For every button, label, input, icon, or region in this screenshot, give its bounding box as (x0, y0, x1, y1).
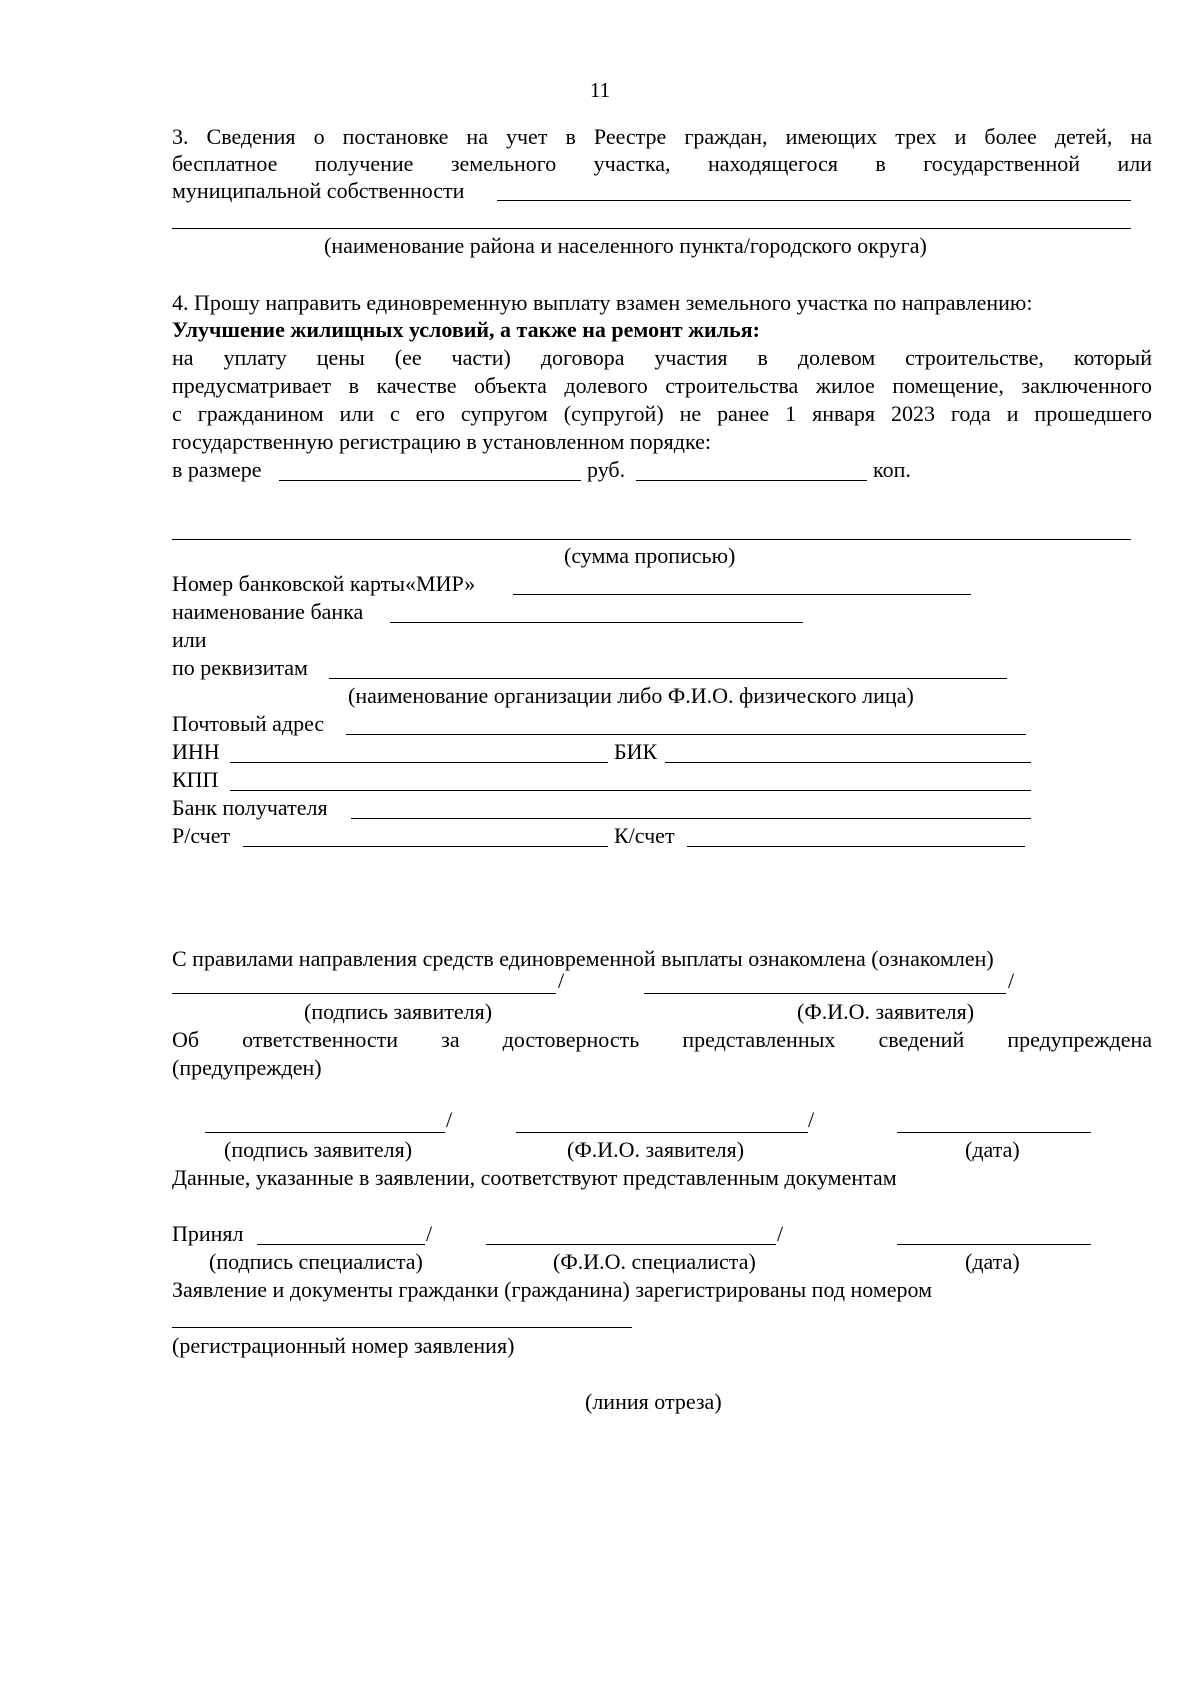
bik-field[interactable] (665, 762, 1031, 763)
applicant-signature-caption-1: (подпись заявителя) (304, 999, 493, 1024)
kpp-label: КПП (172, 767, 219, 792)
requisites-field[interactable] (329, 678, 1007, 679)
amount-in-words-field[interactable] (172, 539, 1131, 540)
section4-heading: Улучшение жилищных условий, а также на ремонт жилья: (172, 317, 760, 342)
specialist-fio-field[interactable] (486, 1244, 776, 1245)
corr-account-label: К/счет (614, 823, 675, 848)
amount-rub-field[interactable] (279, 480, 581, 481)
recipient-bank-field[interactable] (351, 818, 1031, 819)
cut-line-label: (линия отреза) (585, 1389, 722, 1414)
applicant-fio-caption-2: (Ф.И.О. заявителя) (567, 1137, 745, 1162)
amount-in-words-caption: (сумма прописью) (564, 543, 736, 568)
requisites-label: по реквизитам (172, 655, 308, 680)
bank-name-label: наименование банка (172, 599, 364, 624)
applicant-fio-caption-1: (Ф.И.О. заявителя) (797, 999, 975, 1024)
amount-label: в размере (172, 457, 262, 482)
registration-number-caption: (регистрационный номер заявления) (172, 1333, 515, 1358)
applicant-fio-field-2[interactable] (516, 1132, 808, 1133)
responsibility-line1: Об ответственности за достоверность представленных сведений предупреждена (172, 1027, 1152, 1052)
rub-label: руб. (587, 457, 626, 482)
inn-label: ИНН (172, 739, 220, 764)
section4-paragraph-line2: предусматривает в качестве объекта долевого строительства жилое помещение, заключенного (172, 373, 1152, 398)
section4-paragraph-line3: с гражданином или с его супругом (супругой) не ранее 1 января 2023 года и прошедшего (172, 401, 1152, 426)
date-field-1[interactable] (897, 1132, 1091, 1133)
section4-paragraph-line1: на уплату цены (ее части) договора участия в долевом строительстве, который (172, 345, 1152, 370)
district-locality-caption: (наименование района и населенного пункта/городского округа) (324, 233, 927, 258)
rules-acknowledgement-text: С правилами направления средств единовременной выплаты ознакомлена (ознакомлен) (172, 946, 994, 971)
data-match-text: Данные, указанные в заявлении, соответствуют представленным документам (172, 1165, 897, 1190)
applicant-signature-field-1[interactable] (172, 993, 556, 994)
corr-account-field[interactable] (687, 846, 1025, 847)
section4-line1: 4. Прошу направить единовременную выплату взамен земельного участка по направлению: (172, 290, 1033, 315)
applicant-signature-field-2[interactable] (205, 1132, 445, 1133)
specialist-signature-field[interactable] (257, 1244, 425, 1245)
slash-4: / (808, 1107, 815, 1132)
slash-1: / (558, 968, 565, 993)
date-field-2[interactable] (897, 1244, 1091, 1245)
accepted-label: Принял (172, 1221, 244, 1246)
section3-line3: муниципальной собственности (172, 178, 465, 203)
kpp-field[interactable] (230, 790, 1031, 791)
postal-address-field[interactable] (346, 734, 1026, 735)
kop-label: коп. (873, 457, 911, 482)
postal-address-label: Почтовый адрес (172, 711, 325, 736)
slash-3: / (446, 1107, 453, 1132)
registered-text: Заявление и документы гражданки (гражданина) зарегистрированы под номером (172, 1277, 933, 1302)
card-number-field[interactable] (513, 594, 971, 595)
account-label: Р/счет (172, 823, 231, 848)
slash-5: / (426, 1221, 433, 1246)
responsibility-line2: (предупрежден) (172, 1055, 322, 1080)
district-locality-field[interactable] (172, 228, 1131, 229)
card-number-label: Номер банковской карты«МИР» (172, 571, 476, 596)
municipal-property-field[interactable] (497, 200, 1131, 201)
applicant-signature-caption-2: (подпись заявителя) (224, 1137, 413, 1162)
recipient-bank-label: Банк получателя (172, 795, 328, 820)
slash-2: / (1008, 968, 1015, 993)
registration-number-field[interactable] (172, 1327, 632, 1328)
section3-line2: бесплатное получение земельного участка, находящегося в государственной или (172, 151, 1152, 176)
requisites-caption: (наименование организации либо Ф.И.О. физического лица) (348, 683, 914, 708)
account-field[interactable] (243, 846, 608, 847)
bik-label: БИК (614, 739, 658, 764)
amount-kop-field[interactable] (636, 480, 867, 481)
section4-paragraph-line4: государственную регистрацию в установленном порядке: (172, 429, 711, 454)
bank-name-field[interactable] (390, 622, 803, 623)
date-caption-2: (дата) (965, 1249, 1020, 1274)
page-number: 11 (589, 78, 611, 102)
slash-6: / (777, 1221, 784, 1246)
inn-field[interactable] (230, 762, 608, 763)
specialist-signature-caption: (подпись специалиста) (209, 1249, 423, 1274)
or-label: или (172, 627, 207, 652)
specialist-fio-caption: (Ф.И.О. специалиста) (553, 1249, 756, 1274)
applicant-fio-field-1[interactable] (644, 993, 1006, 994)
section3-line1: 3. Сведения о постановке на учет в Реестре граждан, имеющих трех и более детей, на (172, 124, 1152, 149)
date-caption-1: (дата) (965, 1137, 1020, 1162)
